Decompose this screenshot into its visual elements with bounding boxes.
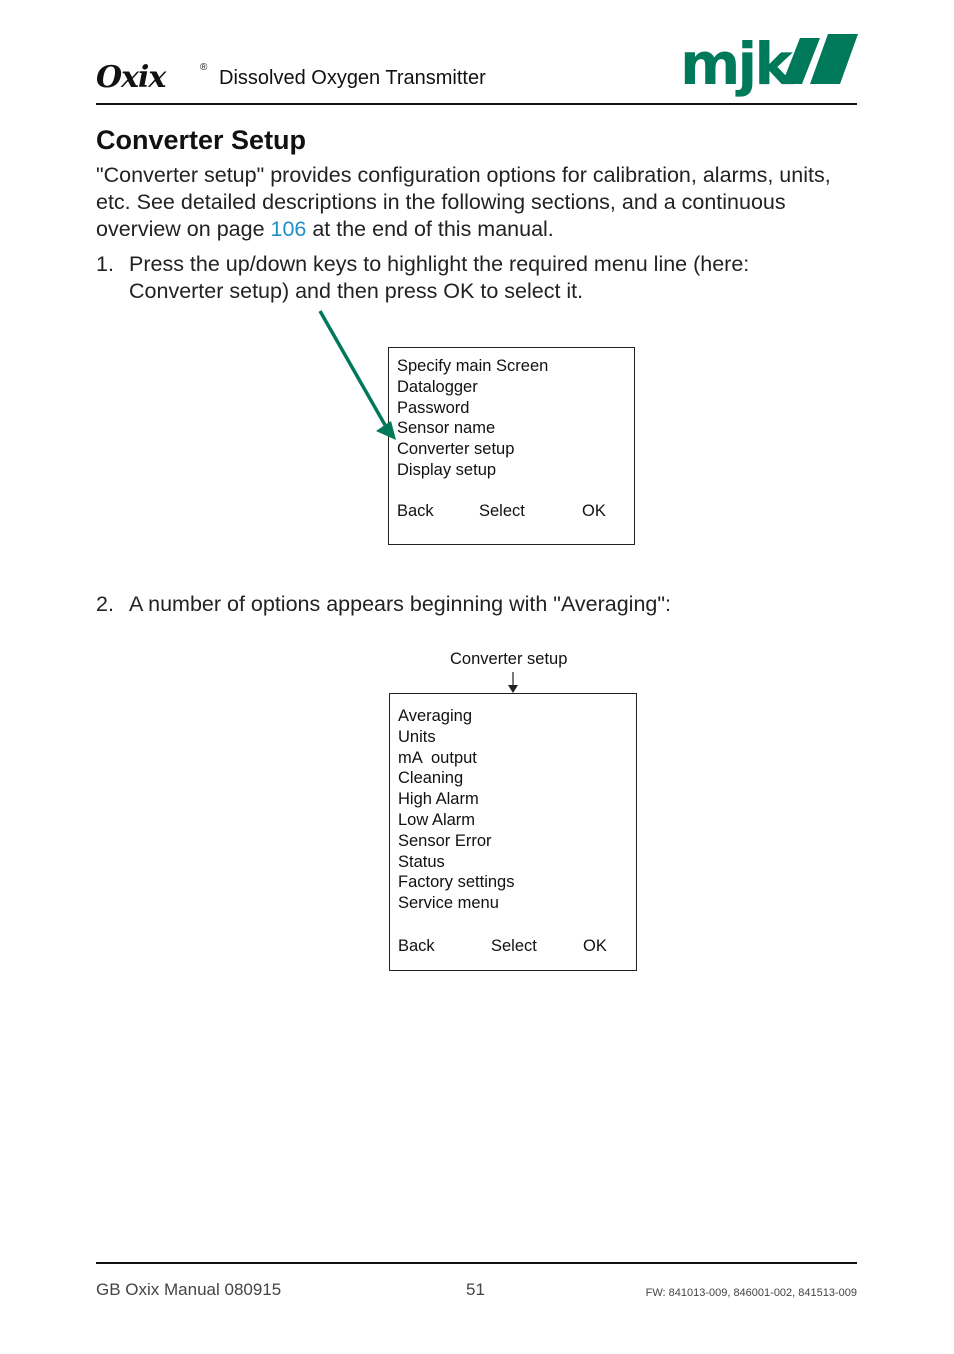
manual-reference: GB Oxix Manual 080915 (96, 1280, 282, 1299)
intro-paragraph (96, 162, 866, 243)
screen-title: Converter setup (450, 650, 568, 668)
menu-item: Display setup (397, 460, 497, 479)
softkey-back: Back (398, 937, 435, 955)
registered-mark: ® (200, 62, 208, 73)
menu-item: Sensor name (397, 419, 496, 438)
menu-item: Status (398, 852, 445, 871)
menu-item: Cleaning (398, 769, 464, 788)
menu-item: Sensor Error (398, 831, 492, 850)
section-heading: Converter Setup (96, 125, 307, 155)
step-text-line1: Press the up/down keys to highlight the required menu line (here: (129, 252, 750, 276)
firmware-versions: FW: 841013-009, 846001-002, 841513-009 (645, 1287, 857, 1299)
step-number: 2. (96, 592, 114, 616)
page-number: 51 (466, 1280, 485, 1299)
display-screen-converter-setup (389, 693, 637, 971)
menu-list (397, 356, 548, 481)
menu-item-highlighted: Converter setup (397, 440, 515, 459)
step-2 (96, 591, 671, 618)
brand-name: Oxix (96, 60, 166, 95)
menu-item: High Alarm (398, 790, 479, 809)
menu-list (398, 706, 514, 914)
softkey-select: Select (491, 937, 537, 955)
document-title: Dissolved Oxygen Transmitter (219, 67, 486, 89)
softkey-ok: OK (583, 937, 607, 955)
step-text-line1: A number of options appears beginning with "Averaging": (129, 592, 671, 616)
softkey-ok: OK (582, 502, 606, 520)
menu-item: Password (397, 398, 470, 417)
menu-item: Low Alarm (398, 810, 476, 829)
menu-item: Units (398, 727, 436, 746)
page-link[interactable]: 106 (270, 217, 307, 241)
menu-item: mA output (398, 748, 477, 767)
intro-text: "Converter setup" provides configuration options for calibration, alarms, units, etc. See detailed descriptions in the following sections, and a continuous overview on page (96, 163, 831, 241)
logo-text: mjk (680, 30, 790, 98)
step-number: 1. (96, 252, 114, 276)
menu-item: Averaging (398, 707, 473, 725)
pointer-arrow-icon (310, 305, 400, 445)
footer-divider (96, 1262, 857, 1264)
menu-item: Service menu (398, 894, 499, 913)
softkey-back: Back (397, 502, 434, 520)
softkey-select: Select (479, 502, 525, 520)
step-1 (96, 251, 816, 305)
header-divider (96, 103, 857, 105)
intro-text-end: at the end of this manual. (306, 217, 554, 241)
mjk-logo-icon (680, 30, 860, 102)
menu-item: Specify main Screen (397, 357, 549, 375)
display-screen-main-menu (388, 347, 635, 545)
step-text-line2: Converter setup) and then press OK to select it. (129, 279, 584, 303)
down-arrow-icon (505, 672, 521, 694)
menu-item: Factory settings (398, 873, 515, 892)
menu-item: Datalogger (397, 377, 478, 396)
